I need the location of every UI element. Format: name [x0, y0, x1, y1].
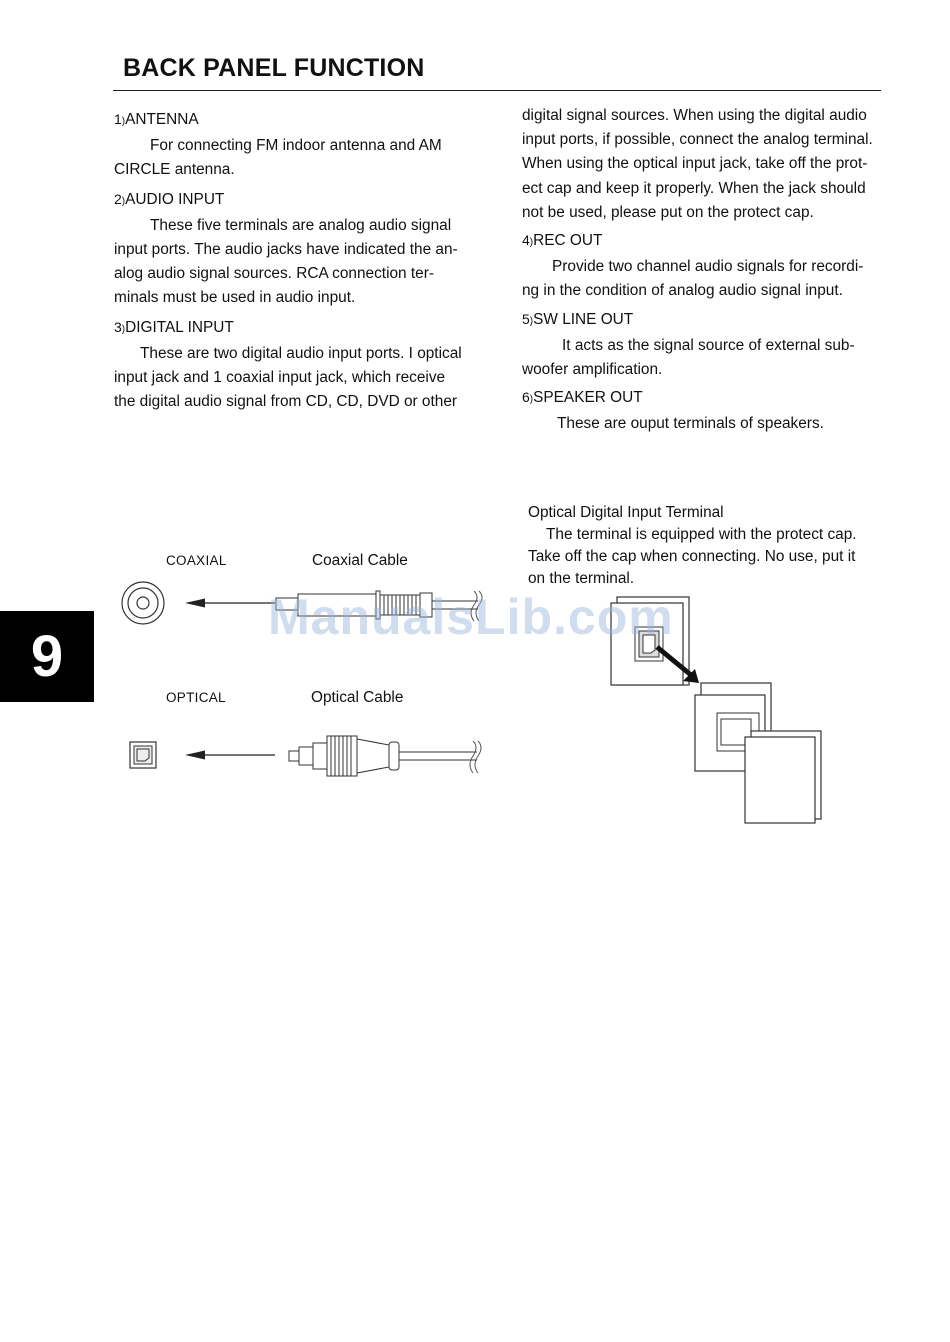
antenna-line-1: For connecting FM indoor antenna and AM	[150, 137, 442, 155]
rec-out-line-2: ng in the condition of analog audio signal input.	[522, 282, 843, 300]
optical-terminal-line-1: The terminal is equipped with the protect cap.	[546, 526, 857, 543]
audio-input-line-2: input ports. The audio jacks have indicated the an-	[114, 241, 458, 259]
optical-cable-plug-icon	[285, 733, 490, 779]
coaxial-cable-label: Coaxial Cable	[312, 552, 408, 569]
audio-input-line-3: alog audio signal sources. RCA connection ter-	[114, 265, 434, 283]
section-heading-sw-line-out: 5)SW LINE OUT	[522, 310, 634, 328]
digital-input-line-3: the digital audio signal from CD, CD, DVD or other	[114, 393, 458, 411]
digital-input-line-2: input jack and 1 coaxial input jack, which receive	[114, 369, 446, 387]
right-column	[522, 104, 894, 437]
page-title: BACK PANEL FUNCTION	[123, 54, 425, 82]
digital-input-line-1: These are two digital audio input ports. I optical	[140, 344, 462, 362]
optical-jack-icon	[128, 740, 160, 772]
coaxial-label: COAXIAL	[166, 553, 227, 568]
section-heading-rec-out: 4)REC OUT	[522, 232, 603, 250]
section-heading-speaker-out: 6)SPEAKER OUT	[522, 389, 643, 407]
left-column	[114, 107, 486, 414]
antenna-line-2: CIRCLE antenna.	[114, 161, 235, 179]
optical-terminal-note	[528, 502, 878, 590]
digital-input-cont-line-3: When using the optical input jack, take off the prot-	[522, 155, 868, 173]
section-heading-audio-input: 2)AUDIO INPUT	[114, 190, 225, 208]
optical-terminal-line-2: Take off the cap when connecting. No use, put it	[528, 548, 856, 565]
digital-input-cont-line-1: digital signal sources. When using the digital audio	[522, 107, 867, 124]
optical-label: OPTICAL	[166, 690, 226, 705]
audio-input-line-1: These five terminals are analog audio signal	[150, 216, 452, 234]
optical-terminal-cap-illustration	[605, 595, 835, 830]
optical-arrow-icon	[183, 748, 283, 762]
sw-line-out-line-2: woofer amplification.	[522, 361, 663, 379]
digital-input-cont-line-5: not be used, please put on the protect cap.	[522, 203, 814, 221]
rec-out-line-1: Provide two channel audio signals for recordi-	[552, 258, 864, 276]
digital-input-cont-line-4: ect cap and keep it properly. When the jack should	[522, 179, 866, 197]
chapter-tab[interactable]: 9	[0, 611, 94, 702]
title-divider	[113, 90, 881, 91]
speaker-out-line-1: These are ouput terminals of speakers.	[557, 415, 824, 433]
digital-input-cont-line-2: input ports, if possible, connect the analog terminal.	[522, 131, 873, 149]
optical-terminal-line-3: on the terminal.	[528, 570, 635, 587]
optical-terminal-title: Optical Digital Input Terminal	[528, 504, 724, 521]
section-heading-antenna: 1)ANTENNA	[114, 111, 199, 128]
coaxial-cable-plug-icon	[268, 585, 488, 629]
audio-input-line-4: minals must be used in audio input.	[114, 289, 356, 307]
section-heading-digital-input: 3)DIGITAL INPUT	[114, 318, 234, 336]
optical-cable-label: Optical Cable	[311, 689, 404, 706]
sw-line-out-line-1: It acts as the signal source of external sub-	[562, 336, 855, 354]
watermark: ManualsLib.com	[268, 589, 674, 645]
coaxial-jack-icon	[118, 580, 168, 630]
